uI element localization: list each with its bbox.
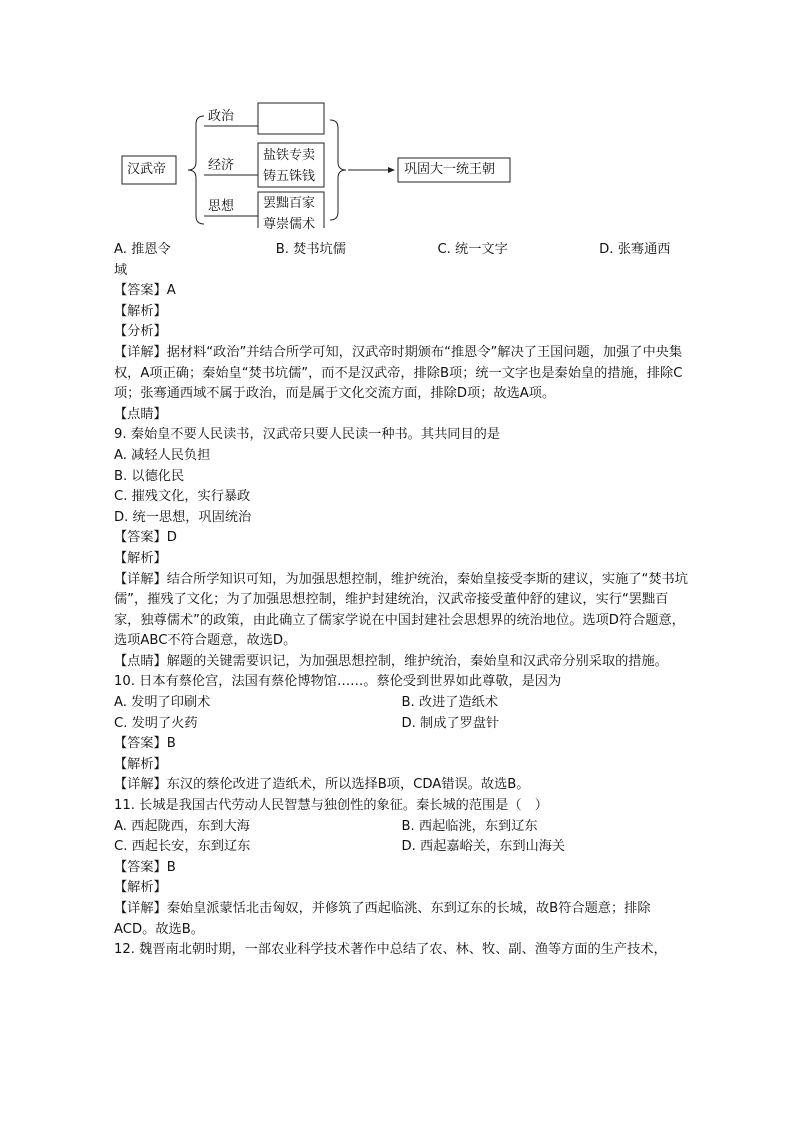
branch-label-politics: 政治 [208, 109, 235, 124]
q9-detail: 【详解】结合所学知识可知，为加强思想控制，维护统治，秦始皇接受李斯的建议，实施了“焚书坑儒”，摧残了文化；为了加强思想控制，维护封建统治，汉武帝接受董仲舒的建议，实行“罢黜百家，独尊儒术”的政策，由此确立了儒家学说在中国封建社会思想界的统治地位。选项D符合题意，选项ABC不符合题意，故选D。 [114, 571, 688, 649]
q11-option-b: B. 西起临洮，东到辽东 [401, 818, 538, 834]
q8-options [114, 240, 689, 261]
root-label: 汉武帝 [127, 162, 167, 177]
q8-answer: 【答案】A [114, 283, 176, 299]
q9-analysis-tag: 【解析】 [114, 550, 167, 566]
q8-dianjing-tag: 【点睛】 [114, 406, 167, 422]
arrow-head-icon [388, 167, 395, 173]
thought-line-2: 尊崇儒术 [263, 217, 316, 232]
q11-option-d: D. 西起嘉峪关，东到山海关 [401, 839, 566, 855]
question-content [114, 240, 689, 961]
q9-answer: 【答案】D [114, 530, 177, 546]
branch-label-thought: 思想 [208, 199, 235, 214]
q11-option-c: C. 西起长安，东到辽东 [114, 839, 251, 855]
branch-label-economy: 经济 [208, 158, 235, 173]
q11-analysis-tag: 【解析】 [114, 880, 167, 896]
economy-line-1: 盐铁专卖 [263, 148, 316, 163]
q11-option-a: A. 西起陇西，东到大海 [114, 818, 250, 834]
q8-option-wrap: 域 [114, 262, 128, 278]
q10-option-a: A. 发明了印刷术 [114, 695, 211, 711]
q8-detail: 【详解】据材料“政治”并结合所学可知，汉武帝时期颁布“推恩令”解决了王国问题，加强了中央集权，A项正确；秦始皇“焚书坑儒”，而不是汉武帝，排除B项；统一文字也是秦始皇的措施，排除C项；张骞通西域不属于政治，而是属于文化交流方面，排除D项；故选A项。 [114, 344, 683, 402]
q10-option-d: D. 制成了罗盘针 [401, 715, 500, 731]
q10-option-b: B. 改进了造纸术 [401, 695, 499, 711]
concept-diagram [112, 98, 522, 232]
q9-stem: 9. 秦始皇不要人民读书，汉武帝只要人民读一种书。其共同目的是 [114, 427, 501, 443]
q10-answer: 【答案】B [114, 736, 176, 752]
q8-option-d: D. 张骞通西 [599, 242, 671, 257]
q9-dianjing: 【点睛】解题的关键需要识记，为加强思想控制，维护统治，秦始皇和汉武帝分别采取的措施。 [114, 653, 668, 669]
q10-stem: 10. 日本有蔡伦宫，法国有蔡伦博物馆……。蔡伦受到世界如此尊敬，是因为 [114, 674, 562, 690]
q10-options-row-1 [114, 693, 689, 714]
q10-analysis-tag: 【解析】 [114, 756, 167, 772]
q11-stem: 11. 长城是我国古代劳动人民智慧与独创性的象征。秦长城的范围是（ ） [114, 798, 548, 814]
q11-answer: 【答案】B [114, 859, 176, 875]
q9-option-b: B. 以德化民 [114, 468, 185, 484]
q9-option-d: D. 统一思想，巩固统治 [114, 509, 252, 525]
q10-detail: 【详解】东汉的蔡伦改进了造纸术，所以选择B项，CDA错误。故选B。 [114, 777, 530, 793]
q11-options-row-1 [114, 817, 689, 838]
q8-option-a: A. 推恩令 [114, 242, 171, 257]
q8-option-c: C. 统一文字 [437, 242, 508, 257]
q8-option-b: B. 焚书坑儒 [275, 242, 346, 257]
result-label: 巩固大一统王朝 [404, 162, 496, 177]
q9-option-c: C. 摧残文化，实行暴政 [114, 489, 251, 505]
q8-fenxi-tag: 【分析】 [114, 324, 167, 340]
thought-line-1: 罢黜百家 [263, 196, 316, 211]
q10-option-c: C. 发明了火药 [114, 715, 198, 731]
right-brace [330, 120, 346, 220]
q10-options-row-2 [114, 714, 689, 735]
economy-line-2: 铸五铢钱 [263, 169, 316, 184]
q11-options-row-2 [114, 837, 689, 858]
q8-analysis-tag: 【解析】 [114, 303, 167, 319]
left-brace [188, 116, 204, 224]
politics-box [258, 103, 324, 134]
q12-stem: 12. 魏晋南北朝时期，一部农业科学技术著作中总结了农、林、牧、副、渔等方面的生产技术， [114, 942, 667, 958]
q11-detail: 【详解】秦始皇派蒙恬北击匈奴，并修筑了西起临洮、东到辽东的长城，故B符合题意；排除ACD。故选B。 [114, 901, 651, 937]
q9-option-a: A. 减轻人民负担 [114, 447, 211, 463]
